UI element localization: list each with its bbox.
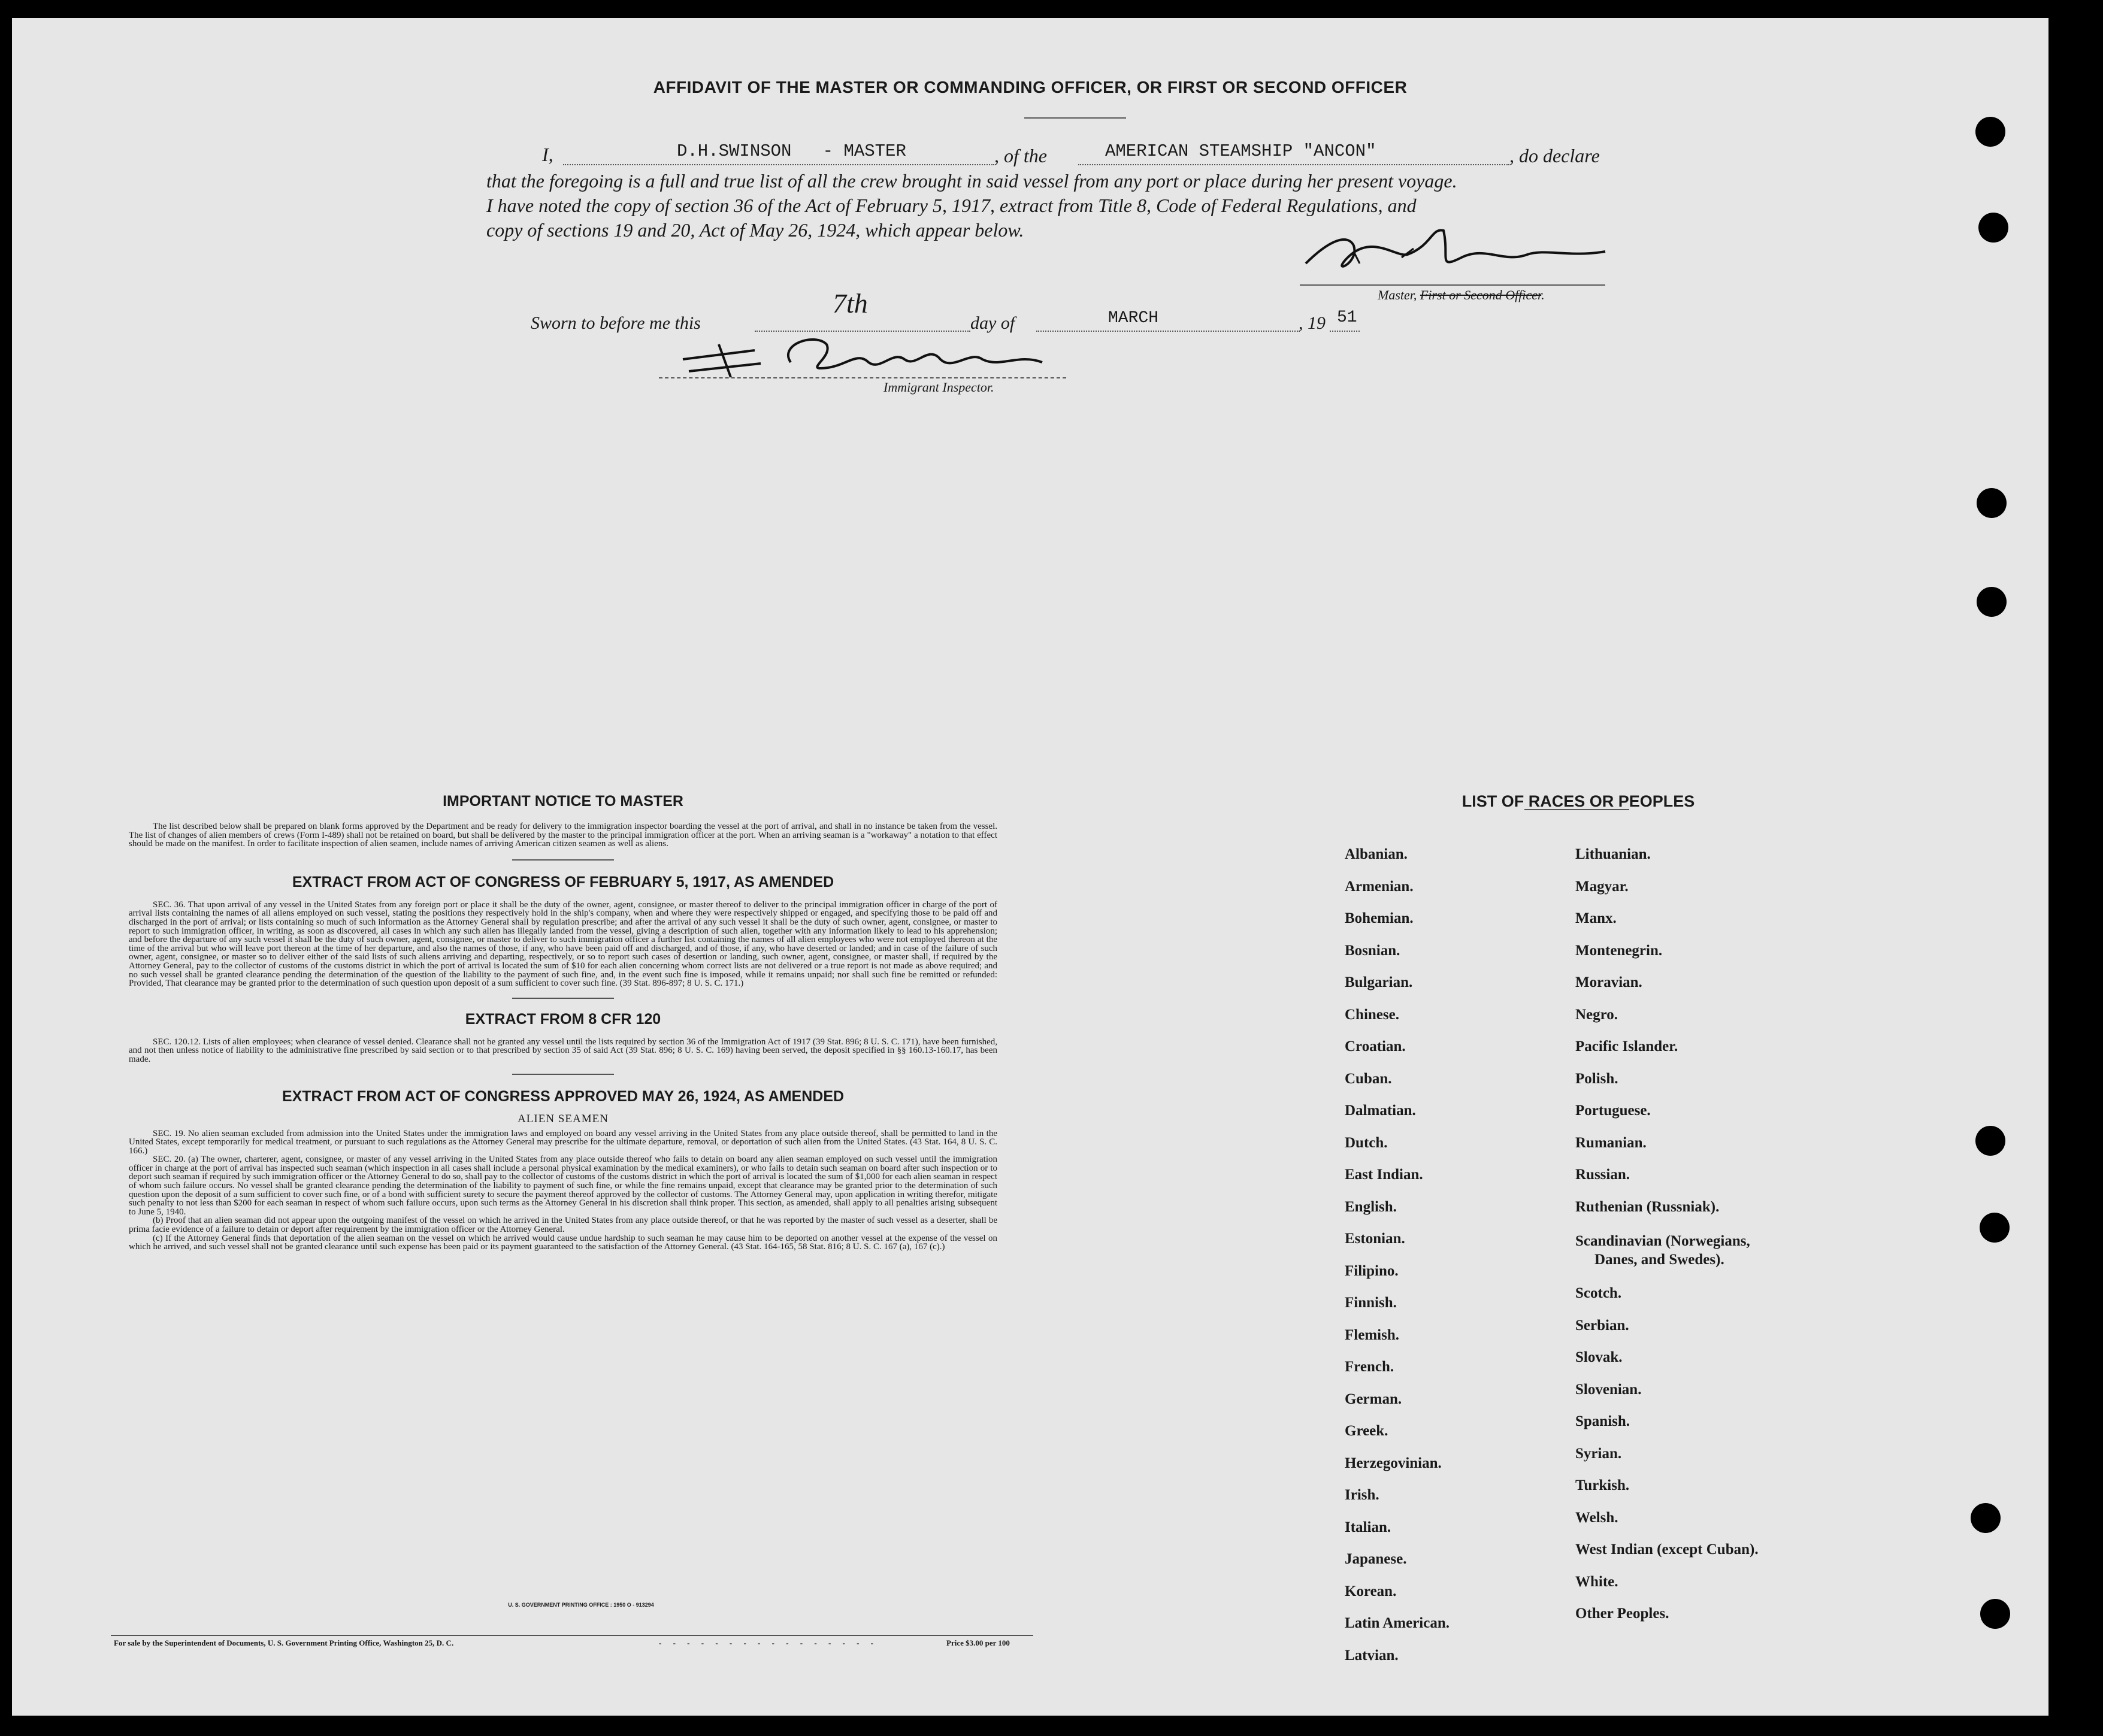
binder-hole bbox=[1971, 1503, 2001, 1533]
race-item: Ruthenian (Russniak). bbox=[1575, 1198, 1720, 1215]
extract-cfr-title: EXTRACT FROM 8 CFR 120 bbox=[465, 1010, 661, 1028]
races-column-1 bbox=[1345, 838, 1450, 1671]
alien-seamen-subtitle: ALIEN SEAMEN bbox=[518, 1112, 609, 1125]
race-item: Bosnian. bbox=[1345, 942, 1400, 959]
master-name-value: D.H.SWINSON - MASTER bbox=[677, 141, 906, 161]
master-sig-line bbox=[1300, 284, 1605, 286]
binder-hole bbox=[1977, 587, 2007, 617]
binder-hole bbox=[1978, 213, 2008, 243]
extract-1917-rule bbox=[512, 998, 614, 999]
month-line bbox=[1036, 331, 1300, 332]
footer-dashes: - - - - - - - - - - - - - - - - bbox=[659, 1638, 879, 1647]
race-item: Herzegovinian. bbox=[1345, 1455, 1442, 1471]
gpo-imprint: U. S. GOVERNMENT PRINTING OFFICE : 1950 O - 913294 bbox=[508, 1602, 654, 1608]
race-item: Latin American. bbox=[1345, 1615, 1450, 1631]
race-item: Other Peoples. bbox=[1575, 1605, 1669, 1622]
race-item: Flemish. bbox=[1345, 1326, 1399, 1343]
race-item: Welsh. bbox=[1575, 1509, 1618, 1526]
race-item-scandinavian bbox=[1575, 1223, 1759, 1277]
notice-title: IMPORTANT NOTICE TO MASTER bbox=[443, 793, 683, 810]
binder-hole bbox=[1975, 117, 2005, 147]
race-item: Portuguese. bbox=[1575, 1102, 1651, 1119]
race-item: Pacific Islander. bbox=[1575, 1038, 1678, 1055]
race-item: Serbian. bbox=[1575, 1317, 1629, 1334]
binder-hole bbox=[1975, 1126, 2005, 1156]
race-item: Italian. bbox=[1345, 1519, 1391, 1535]
first-second-officer-struck: First or Second Officer bbox=[1420, 287, 1542, 302]
race-item: Turkish. bbox=[1575, 1477, 1630, 1493]
inspector-signature bbox=[665, 326, 1060, 383]
race-item: Albanian. bbox=[1345, 846, 1408, 862]
race-item: Moravian. bbox=[1575, 974, 1642, 990]
race-item: Estonian. bbox=[1345, 1231, 1405, 1247]
race-item: Dutch. bbox=[1345, 1134, 1388, 1151]
race-item: Chinese. bbox=[1345, 1006, 1399, 1023]
race-item: Rumanian. bbox=[1575, 1134, 1647, 1151]
race-item: Lithuanian. bbox=[1575, 846, 1651, 862]
races-rule bbox=[1524, 809, 1629, 810]
extract-1917-title: EXTRACT FROM ACT OF CONGRESS OF FEBRUARY 5, 1917, AS AMENDED bbox=[292, 873, 834, 890]
races-title: LIST OF RACES OR PEOPLES bbox=[1461, 792, 1695, 810]
day-value: 7th bbox=[833, 288, 868, 319]
sworn-label: Sworn to before me this bbox=[531, 313, 701, 333]
month-value: MARCH bbox=[1108, 309, 1159, 328]
footer-sale-text: For sale by the Superintendent of Documents, U. S. Government Printing Office, Washington 25, D. C. bbox=[114, 1638, 454, 1647]
race-item: Bulgarian. bbox=[1345, 974, 1413, 990]
binder-hole bbox=[1980, 1213, 2010, 1243]
race-item: Syrian. bbox=[1575, 1445, 1622, 1462]
race-item: Japanese. bbox=[1345, 1551, 1407, 1567]
race-item: Spanish. bbox=[1575, 1413, 1630, 1429]
race-item: Slovak. bbox=[1575, 1349, 1623, 1365]
race-item: Dalmatian. bbox=[1345, 1102, 1416, 1119]
sec-20a-text: SEC. 20. (a) The owner, charterer, agent, consignee, or master of any vessel arriving in the United States from any place outside thereof who fails to detain on board any alien seaman employed on such vessel until the immigration officer in charge at the port of arrival has inspected such seaman (which inspection in all cases shall include a personal physical examination by the medical examiners), or who fails to detain such seaman on board after such inspection or to deport such seaman if required by such immigration officer or the Attorney General to do so, shall pay to the collector of customs of the customs district in which the port of arrival is located the sum of $1,000 for each alien seaman in respect of whom such failure occurs. No vessel shall be granted clearance pending the determination of the liability to payment of such fine, or while the fine remains unpaid, except that clearance may be granted prior to the determination of such question upon the deposit of a sum sufficient to cover such fine, or of a bond with sufficient surety to secure the payment thereof approved by the collector of customs. The Attorney General may, upon application in writing therefor, mitigate such penalty to not less than $200 for each seaman in respect of whom such failure occurs, upon such terms as the Attorney General in his discretion shall think proper. This section, as amended, shall apply to all penalties arising subsequent to June 5, 1940. bbox=[129, 1155, 997, 1217]
sec-20b-text: (b) Proof that an alien seaman did not appear upon the outgoing manifest of the vessel on which he arrived in the United States from any place outside thereof, or that he was reported by the master of such vessel as a deserter, shall be prima facie evidence of a failure to detain or deport after requirement by the immigration officer or the Attorney General. bbox=[129, 1216, 997, 1235]
affidavit-line-4: copy of sections 19 and 20, Act of May 26, 1924, which appear below. bbox=[486, 219, 1024, 241]
document-page bbox=[12, 18, 2048, 1716]
day-of-label: day of bbox=[970, 313, 1015, 333]
notice-text: The list described below shall be prepared on blank forms approved by the Department and be ready for delivery to the immigration inspector boarding the vessel at the port of arrival, and shall in no instance be taken from the vessel. The list of changes of alien members of crews (Form I-489) shall not be retained on board, but shall be delivered by the master to the principal immigration officer at the port. When an arriving seaman is a "workaway" a notation to that effect should be made on the manifest. In order to facilitate inspection of alien seamen, include names of arriving American citizen seamen as well as aliens. bbox=[129, 822, 997, 849]
footer-price: Price $3.00 per 100 bbox=[946, 1638, 1010, 1647]
race-item: Korean. bbox=[1345, 1583, 1397, 1599]
race-item: Manx. bbox=[1575, 910, 1617, 926]
race-item: Montenegrin. bbox=[1575, 942, 1663, 959]
sec-20c-text: (c) If the Attorney General finds that deportation of the alien seaman on the vessel on which he arrived would cause undue hardship to such seaman he may cause him to be deported on another vessel at the expense of the vessel on which he arrived, and such vessel shall not be granted clearance until such expense has been paid or its payment guaranteed to the satisfaction of the Attorney General. (43 Stat. 164-165, 58 Stat. 816; 8 U. S. C. 167 (a), 167 (c).) bbox=[129, 1233, 997, 1252]
affidavit-line-3: I have noted the copy of section 36 of the Act of February 5, 1917, extract from Title 8, Code of Federal Regulations, and bbox=[486, 195, 1417, 216]
master-signature bbox=[1294, 222, 1629, 287]
race-item: Scandinavian (Norwegians, bbox=[1575, 1233, 1750, 1249]
footer-rule bbox=[111, 1635, 1033, 1636]
left-column bbox=[129, 772, 997, 1252]
binder-hole bbox=[1980, 1599, 2010, 1629]
race-item: Cuban. bbox=[1345, 1070, 1392, 1087]
race-item: Armenian. bbox=[1345, 878, 1414, 895]
race-item: Scotch. bbox=[1575, 1285, 1622, 1301]
race-item: White. bbox=[1575, 1573, 1618, 1590]
race-item: Danes, and Swedes). bbox=[1594, 1252, 1724, 1268]
do-declare-label: , do declare bbox=[1509, 145, 1600, 166]
race-item: English. bbox=[1345, 1198, 1397, 1215]
notice-rule bbox=[512, 859, 614, 861]
race-item: Finnish. bbox=[1345, 1295, 1397, 1311]
sec-19-text: SEC. 19. No alien seaman excluded from admission into the United States under the immigration laws and employed on board any vessel arriving in the United States from any place outside thereof, shall be permitted to land in the United States, except temporarily for medical treatment, or pursuant to such regulations as the Attorney General may prescribe for the ultimate departure, removal, or deportation of such alien from the United States. (43 Stat. 164, 8 U. S. C. 166.) bbox=[129, 1128, 997, 1156]
title-rule bbox=[1024, 117, 1126, 119]
extract-cfr-rule bbox=[512, 1074, 614, 1075]
race-item: Filipino. bbox=[1345, 1262, 1399, 1279]
race-item: Bohemian. bbox=[1345, 910, 1414, 926]
extract-cfr-text: SEC. 120.12. Lists of alien employees; when clearance of vessel denied. Clearance shall not be granted any vessel until the lists required by section 36 of the Immigration Act of 1917 (39 Stat. 896; 8 U. S. C. 171), have been furnished, and not then unless notice of liability to the administrative fine prescribed by said section or to that prescribed by section 35 of said Act (39 Stat. 896; 8 U. S. C. 169) having been served, the deposit specified in §§ 160.13-160.17, has been made. bbox=[129, 1037, 997, 1064]
race-item: Polish. bbox=[1575, 1070, 1618, 1087]
race-item: Negro. bbox=[1575, 1006, 1618, 1023]
vessel-line bbox=[1078, 164, 1509, 165]
master-sig-caption: Master, First or Second Officer. bbox=[1378, 287, 1545, 302]
race-item: German. bbox=[1345, 1390, 1402, 1407]
inspector-label: Immigrant Inspector. bbox=[883, 380, 994, 395]
race-item: Greek. bbox=[1345, 1423, 1388, 1439]
vessel-value: AMERICAN STEAMSHIP "ANCON" bbox=[1105, 141, 1376, 161]
name-line bbox=[563, 164, 994, 165]
race-item: Latvian. bbox=[1345, 1647, 1399, 1664]
inspector-line bbox=[659, 377, 1066, 378]
race-item: Slovenian. bbox=[1575, 1381, 1642, 1398]
of-the-label: , of the bbox=[994, 145, 1047, 166]
extract-1917-text: SEC. 36. That upon arrival of any vessel in the United States from any foreign port or place it shall be the duty of the owner, agent, consignee, or master thereof to deliver to the principal immigration officer in charge of the port of arrival lists containing the names of all aliens employed on such vessel, stating the positions they respectively hold in the ship's company, when and where they were respectively shipped or engaged, and specifying those to be paid off and discharged in the port of arrival; or lists containing so much of such information as the Attorney General shall by regulation prescribe; and after the arrival of any such vessel it shall be the duty of such owner, agent, consignee, or master to report to such immigration officer, in writing, as soon as discovered, all cases in which any such alien has illegally landed from the vessel, giving a description of such alien, together with any information likely to lead to his apprehension; and before the departure of any such vessel it shall be the duty of such owner, agent, consignee, or master to deliver to such immigration officer a further list containing the names of all alien employees who were not employed thereon at the time of the arrival but who will leave port thereon at the time of her departure, and also the names of those, if any, who have been paid off and discharged, and of those, if any, who have deserted or landed; and in case of the failure of such owner, agent, consignee, or master so to deliver either of the said lists of such aliens arriving and departing, respectively, or so to report such cases of desertion or landing, such owner, agent, consignee, or master shall, if required by the Attorney General, pay to the collector of customs of the customs district in which the port of arrival is located the sum of $10 for each alien concerning whom correct lists are not delivered or a true report is not made as above required; and no such vessel shall be granted clearance pending the determination of the question of the liability to the payment of such fine, and, in the event such fine is imposed, while it remains unpaid; nor shall such fine be remitted or refunded: Provided, That clearance may be granted prior to the determination of such question upon deposit of a sum sufficient to cover such fine. (39 Stat. 896-897; 8 U. S. C. 171.) bbox=[129, 899, 997, 989]
affidavit-line-2: that the foregoing is a full and true list of all the crew brought in said vessel from any port or place during her present voyage. bbox=[486, 170, 1457, 192]
race-item: Croatian. bbox=[1345, 1038, 1406, 1055]
binder-hole bbox=[1977, 488, 2007, 518]
affidavit-title: AFFIDAVIT OF THE MASTER OR COMMANDING OFFICER, OR FIRST OR SECOND OFFICER bbox=[653, 78, 1408, 96]
race-item: West Indian (except Cuban). bbox=[1575, 1541, 1759, 1558]
year-line bbox=[1330, 331, 1360, 332]
races-column-2 bbox=[1575, 838, 1759, 1630]
race-item: Russian. bbox=[1575, 1167, 1630, 1183]
master-label: Master, bbox=[1378, 287, 1417, 302]
affidavit-i-label: I, bbox=[542, 144, 553, 165]
extract-1924-title: EXTRACT FROM ACT OF CONGRESS APPROVED MAY 26, 1924, AS AMENDED bbox=[282, 1087, 845, 1105]
race-item: French. bbox=[1345, 1359, 1394, 1375]
race-item: Magyar. bbox=[1575, 878, 1629, 895]
race-item: Irish. bbox=[1345, 1487, 1379, 1503]
year-value: 51 bbox=[1337, 308, 1357, 327]
year-prefix: , 19 bbox=[1299, 313, 1326, 333]
race-item: East Indian. bbox=[1345, 1167, 1423, 1183]
